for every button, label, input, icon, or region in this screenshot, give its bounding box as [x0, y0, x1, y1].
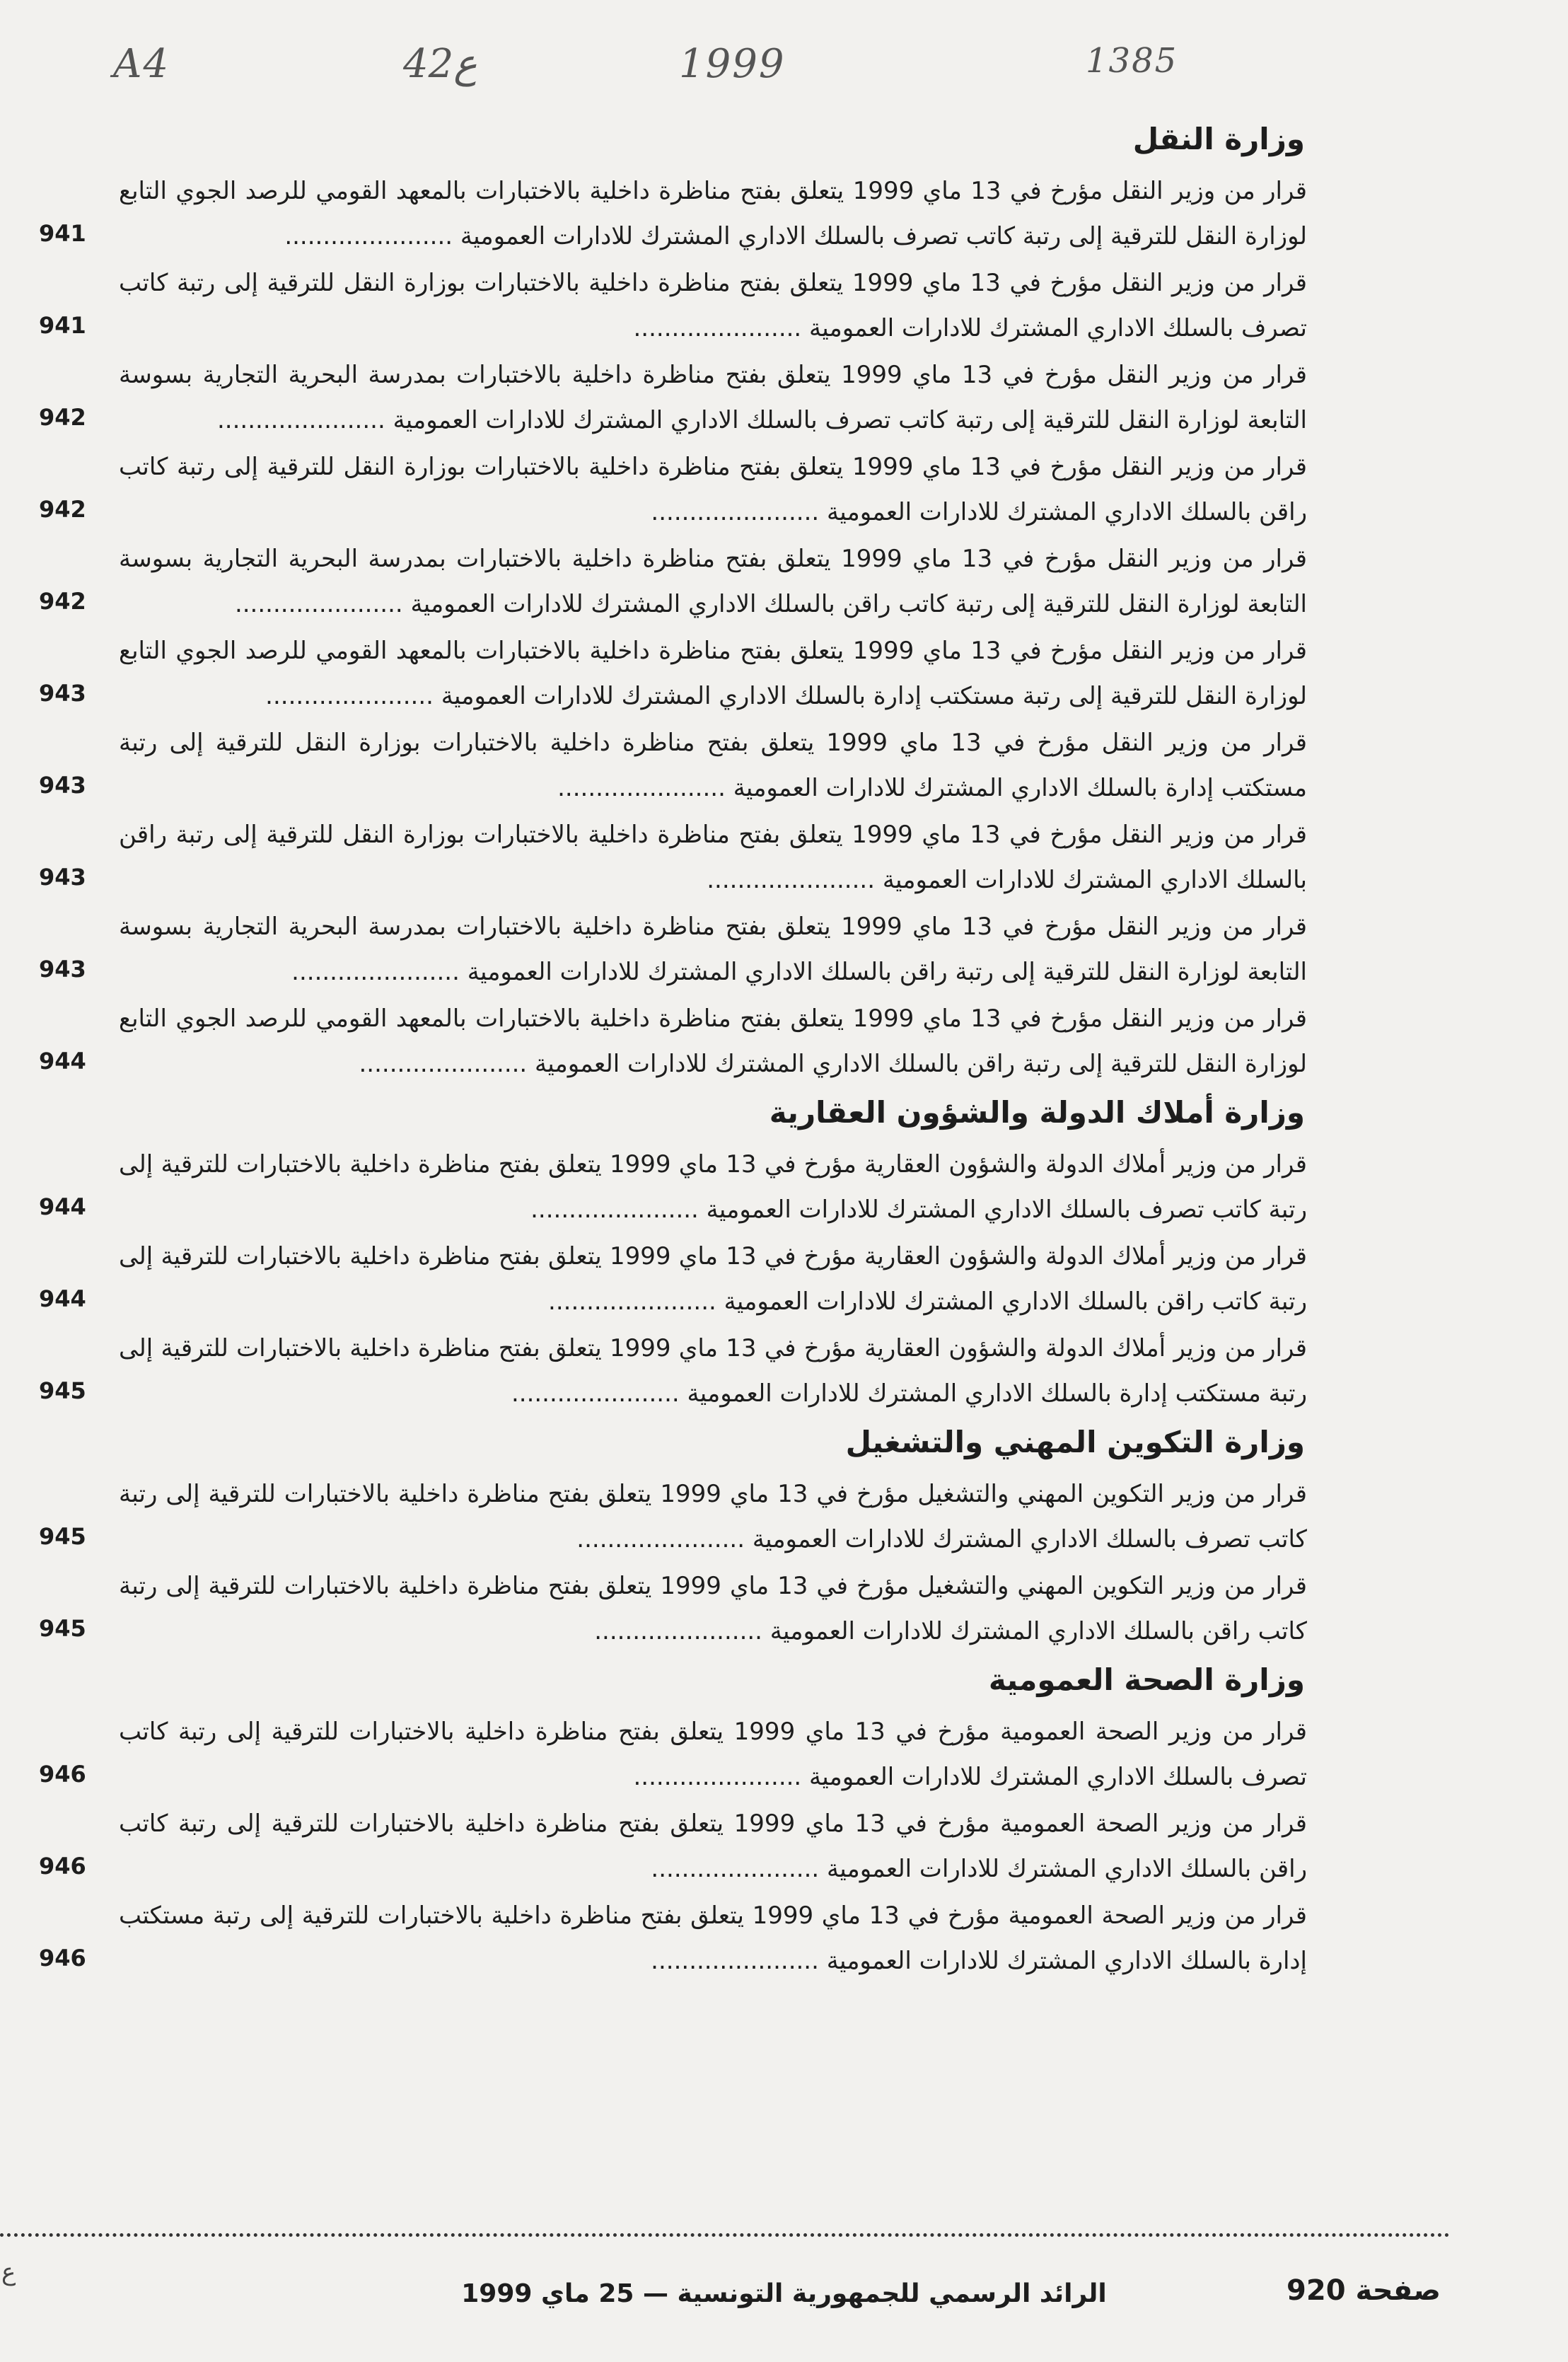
page-reference: 942 — [39, 496, 86, 523]
entry-text — [119, 536, 1307, 627]
entry-title: قرار من وزير النقل مؤرخ في 13 ماي 1999 يتعلق بفتح مناظرة داخلية بالاختبارات بمدرسة البحرية التجارية بسوسة التابعة لوزارة النقل للترقية إلى رتبة راقن بالسلك الاداري المشترك للادارات العمومية — [119, 913, 1307, 986]
entry-title: قرار من وزير أملاك الدولة والشؤون العقارية مؤرخ في 13 ماي 1999 يتعلق بفتح مناظرة داخلية بالاختبارات للترقية إلى رتبة كاتب تصرف بالسلك الاداري المشترك للادارات العمومية — [119, 1150, 1307, 1224]
handwritten-note-3: 1999 — [679, 41, 786, 87]
entry-text — [119, 1142, 1307, 1232]
entry-text — [119, 168, 1307, 259]
toc-entry — [0, 1893, 1568, 1984]
section-title: وزارة الصحة العمومية — [988, 1662, 1305, 1697]
entry-text — [119, 996, 1307, 1087]
table-of-contents — [0, 113, 1568, 1985]
handwritten-note-2: ع42 — [403, 41, 477, 87]
entry-title: قرار من وزير الصحة العمومية مؤرخ في 13 ماي 1999 يتعلق بفتح مناظرة داخلية بالاختبارات للترقية إلى رتبة مستكتب إدارة بالسلك الاداري المشترك للادارات العمومية — [119, 1901, 1307, 1975]
leader-dots: ...................... — [530, 1196, 707, 1224]
leader-dots: ...................... — [234, 590, 411, 618]
page-reference: 943 — [39, 956, 86, 983]
gazette-footer-title: الرائد الرسمي للجمهورية التونسية — 25 ماي 1999 — [461, 2279, 1107, 2308]
page-number: صفحة 920 — [1287, 2274, 1441, 2307]
page-reference: 946 — [39, 1761, 86, 1788]
toc-entry — [0, 352, 1568, 443]
leader-dots: ...................... — [594, 1617, 770, 1645]
toc-entry — [0, 628, 1568, 719]
entry-text — [119, 1234, 1307, 1324]
page-reference: 942 — [39, 404, 86, 431]
section-title: وزارة التكوين المهني والتشغيل — [845, 1425, 1305, 1459]
leader-dots: ...................... — [651, 1947, 827, 1975]
toc-entry — [0, 260, 1568, 351]
entry-title: قرار من وزير أملاك الدولة والشؤون العقارية مؤرخ في 13 ماي 1999 يتعلق بفتح مناظرة داخلية بالاختبارات للترقية إلى رتبة كاتب راقن بالسلك الاداري المشترك للادارات العمومية — [119, 1242, 1307, 1316]
page-reference: 944 — [39, 1193, 86, 1220]
toc-entry — [0, 1471, 1568, 1562]
leader-dots: ...................... — [291, 958, 468, 986]
ministry-section — [0, 1420, 1568, 1654]
leader-dots: ...................... — [576, 1525, 753, 1553]
entry-title: قرار من وزير النقل مؤرخ في 13 ماي 1999 يتعلق بفتح مناظرة داخلية بالاختبارات بوزارة النقل للترقية إلى رتبة مستكتب إدارة بالسلك الاداري المشترك للادارات العمومية — [119, 729, 1307, 802]
ministry-section — [0, 1091, 1568, 1416]
page-reference: 944 — [39, 1048, 86, 1075]
entry-text — [119, 1563, 1307, 1654]
entry-title: قرار من وزير النقل مؤرخ في 13 ماي 1999 يتعلق بفتح مناظرة داخلية بالاختبارات بوزارة النقل للترقية إلى رتبة كاتب تصرف بالسلك الاداري المشترك للادارات العمومية — [119, 269, 1307, 342]
entry-title: قرار من وزير أملاك الدولة والشؤون العقارية مؤرخ في 13 ماي 1999 يتعلق بفتح مناظرة داخلية بالاختبارات للترقية إلى رتبة مستكتب إدارة بالسلك الاداري المشترك للادارات العمومية — [119, 1334, 1307, 1408]
toc-entry — [0, 444, 1568, 535]
entry-text — [119, 1709, 1307, 1800]
leader-dots: ...................... — [633, 1763, 810, 1791]
entry-text — [119, 1893, 1307, 1984]
entry-text — [119, 1326, 1307, 1416]
page-reference: 945 — [39, 1615, 86, 1642]
entry-title: قرار من وزير الصحة العمومية مؤرخ في 13 ماي 1999 يتعلق بفتح مناظرة داخلية بالاختبارات للترقية إلى رتبة كاتب تصرف بالسلك الاداري المشترك للادارات العمومية — [119, 1718, 1307, 1791]
entry-text — [119, 812, 1307, 903]
page-reference: 941 — [39, 220, 86, 247]
entry-text — [119, 720, 1307, 811]
entry-title: قرار من وزير النقل مؤرخ في 13 ماي 1999 يتعلق بفتح مناظرة داخلية بالاختبارات بوزارة النقل للترقية إلى رتبة كاتب راقن بالسلك الاداري المشترك للادارات العمومية — [119, 453, 1307, 526]
page-reference: 942 — [39, 588, 86, 615]
page-reference: 943 — [39, 864, 86, 891]
entry-title: قرار من وزير التكوين المهني والتشغيل مؤرخ في 13 ماي 1999 يتعلق بفتح مناظرة داخلية بالاختبارات للترقية إلى رتبة كاتب راقن بالسلك الاداري المشترك للادارات العمومية — [119, 1572, 1307, 1645]
entry-title: قرار من وزير النقل مؤرخ في 13 ماي 1999 يتعلق بفتح مناظرة داخلية بالاختبارات بمدرسة البحرية التجارية بسوسة التابعة لوزارة النقل للترقية إلى رتبة كاتب تصرف بالسلك الاداري المشترك للادارات العمومية — [119, 361, 1307, 434]
leader-dots: ...................... — [557, 774, 733, 802]
page-reference: 946 — [39, 1945, 86, 1972]
entry-title: قرار من وزير الصحة العمومية مؤرخ في 13 ماي 1999 يتعلق بفتح مناظرة داخلية بالاختبارات للترقية إلى رتبة كاتب راقن بالسلك الاداري المشترك للادارات العمومية — [119, 1810, 1307, 1883]
toc-entry — [0, 812, 1568, 903]
entry-text — [119, 904, 1307, 995]
leader-dots: ...................... — [707, 866, 883, 894]
toc-entry — [0, 720, 1568, 811]
page-reference: 945 — [39, 1523, 86, 1550]
entry-title: قرار من وزير النقل مؤرخ في 13 ماي 1999 يتعلق بفتح مناظرة داخلية بالاختبارات بالمعهد القومي للرصد الجوي التابع لوزارة النقل للترقية إلى رتبة راقن بالسلك الاداري المشترك للادارات العمومية — [119, 1005, 1307, 1078]
leader-dots: ...................... — [633, 314, 810, 342]
entry-title: قرار من وزير النقل مؤرخ في 13 ماي 1999 يتعلق بفتح مناظرة داخلية بالاختبارات بالمعهد القومي للرصد الجوي التابع لوزارة النقل للترقية إلى رتبة مستكتب إدارة بالسلك الاداري المشترك للادارات العمومية — [119, 637, 1307, 710]
toc-entry — [0, 1801, 1568, 1892]
edge-mark: ع — [1, 2258, 16, 2286]
page-reference: 943 — [39, 772, 86, 799]
leader-dots: ...................... — [651, 1855, 827, 1883]
footer-divider — [0, 2233, 1450, 2237]
ministry-section — [0, 1658, 1568, 1984]
leader-dots: ...................... — [284, 222, 460, 250]
page-reference: 943 — [39, 680, 86, 707]
leader-dots: ...................... — [359, 1050, 535, 1078]
leader-dots: ...................... — [548, 1287, 724, 1316]
page-reference: 944 — [39, 1285, 86, 1312]
page-reference: 946 — [39, 1853, 86, 1880]
entry-text — [119, 628, 1307, 719]
toc-entry — [0, 168, 1568, 259]
toc-entry — [0, 996, 1568, 1087]
toc-entry — [0, 1142, 1568, 1232]
toc-entry — [0, 1326, 1568, 1416]
leader-dots: ...................... — [216, 406, 393, 434]
toc-entry — [0, 1234, 1568, 1324]
entry-title: قرار من وزير النقل مؤرخ في 13 ماي 1999 يتعلق بفتح مناظرة داخلية بالاختبارات بمدرسة البحرية التجارية بسوسة التابعة لوزارة النقل للترقية إلى رتبة كاتب راقن بالسلك الاداري المشترك للادارات العمومية — [119, 545, 1307, 618]
toc-entry — [0, 1563, 1568, 1654]
page-reference: 941 — [39, 312, 86, 339]
ministry-section — [0, 117, 1568, 1087]
leader-dots: ...................... — [265, 682, 441, 710]
entry-text — [119, 1471, 1307, 1562]
handwritten-note-1: A4 — [113, 41, 170, 87]
section-title: وزارة النقل — [1132, 122, 1305, 156]
entry-text — [119, 352, 1307, 443]
toc-entry — [0, 536, 1568, 627]
entry-title: قرار من وزير النقل مؤرخ في 13 ماي 1999 يتعلق بفتح مناظرة داخلية بالاختبارات بالمعهد القومي للرصد الجوي التابع لوزارة النقل للترقية إلى رتبة كاتب تصرف بالسلك الاداري المشترك للادارات العمومية — [119, 177, 1307, 250]
entry-text — [119, 444, 1307, 535]
leader-dots: ...................... — [651, 498, 827, 526]
entry-text — [119, 260, 1307, 351]
page-reference: 945 — [39, 1377, 86, 1404]
handwritten-note-4: 1385 — [1086, 41, 1178, 81]
toc-entry — [0, 904, 1568, 995]
entry-text — [119, 1801, 1307, 1892]
leader-dots: ...................... — [511, 1379, 687, 1408]
section-title: وزارة أملاك الدولة والشؤون العقارية — [769, 1095, 1305, 1130]
entry-title: قرار من وزير النقل مؤرخ في 13 ماي 1999 يتعلق بفتح مناظرة داخلية بالاختبارات بوزارة النقل للترقية إلى رتبة راقن بالسلك الاداري المشترك للادارات العمومية — [119, 821, 1307, 894]
toc-entry — [0, 1709, 1568, 1800]
entry-title: قرار من وزير التكوين المهني والتشغيل مؤرخ في 13 ماي 1999 يتعلق بفتح مناظرة داخلية بالاختبارات للترقية إلى رتبة كاتب تصرف بالسلك الاداري المشترك للادارات العمومية — [119, 1480, 1307, 1553]
